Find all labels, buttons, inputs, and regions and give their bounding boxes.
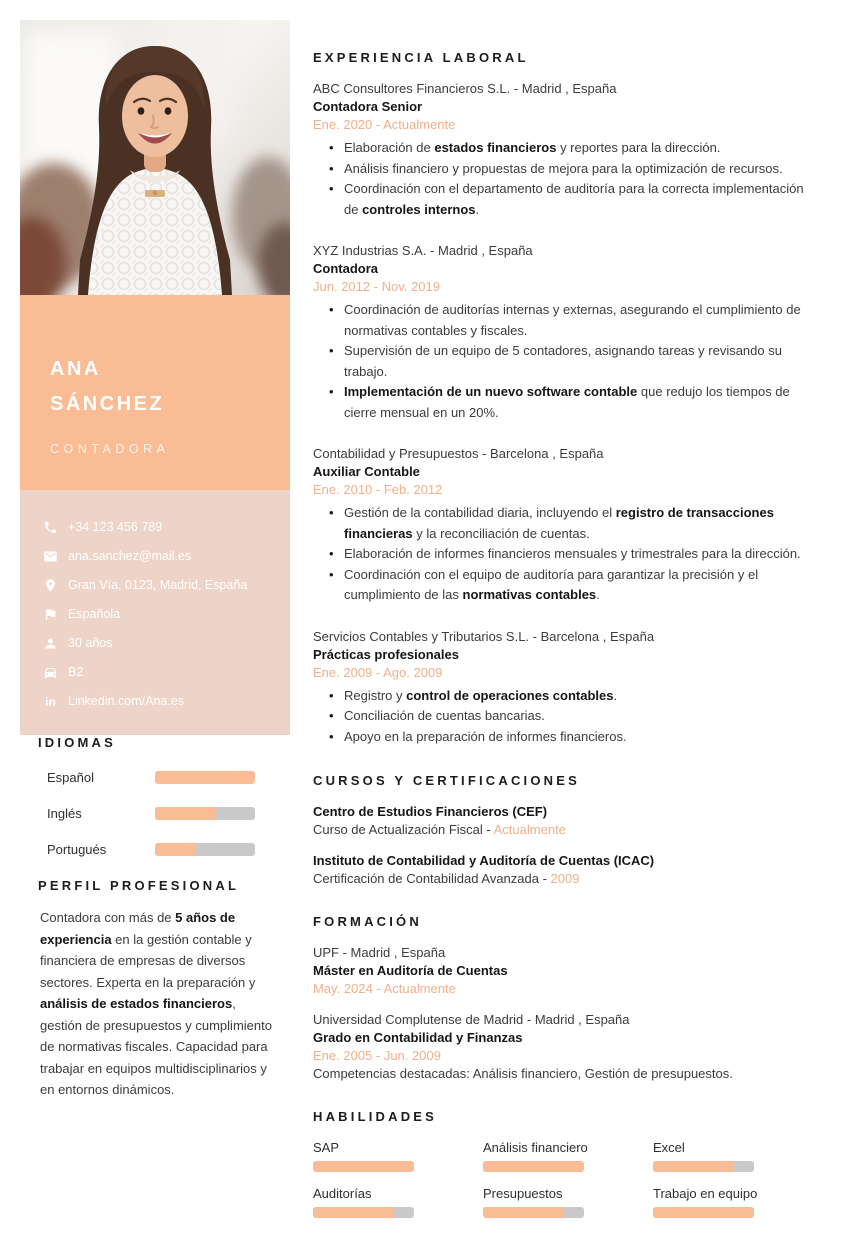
bold-text: controles internos xyxy=(362,201,476,217)
bullet-item xyxy=(313,544,821,565)
profile-heading: PERFIL PROFESIONAL xyxy=(38,878,240,893)
job-title: Prácticas profesionales xyxy=(313,646,459,662)
certification-org: Centro de Estudios Financieros (CEF) xyxy=(313,804,548,819)
courses-list xyxy=(313,803,821,888)
education-school: Universidad Complutense de Madrid - Madrid , España xyxy=(313,1012,630,1027)
skill-item xyxy=(483,1186,653,1218)
job-company: ABC Consultores Financieros S.L. - Madrid , España xyxy=(313,81,617,96)
certification-date: 2009 xyxy=(550,871,580,886)
text: que redujo los tiempos de cierre mensual en un 20%. xyxy=(344,384,790,420)
text: Análisis financiero y propuestas de mejora para la optimización de recursos. xyxy=(344,160,783,176)
education-dates: May. 2024 - Actualmente xyxy=(313,981,456,996)
skill-bar xyxy=(483,1207,584,1218)
bullet-item xyxy=(313,179,821,220)
experience-section xyxy=(313,50,821,747)
education-degree: Grado en Contabilidad y Finanzas xyxy=(313,1030,523,1045)
job-title: Contadora Senior xyxy=(313,99,423,114)
bullet-item xyxy=(313,300,821,341)
car-icon xyxy=(43,665,58,680)
skill-label: SAP xyxy=(313,1140,340,1155)
education-dates: Ene. 2005 - Jun. 2009 xyxy=(313,1048,441,1063)
bar-fill xyxy=(653,1207,754,1218)
job-company: XYZ Industrias S.A. - Madrid , España xyxy=(313,243,533,258)
bar-fill xyxy=(155,843,195,856)
text: Coordinación de auditorías internas y externas, asegurando el cumplimiento de normativas contables y fiscales. xyxy=(344,302,801,338)
skill-label: Auditorías xyxy=(313,1186,372,1201)
contact-row xyxy=(43,578,274,593)
certification-org: Instituto de Contabilidad y Auditoría de Cuentas (ICAC) xyxy=(313,853,655,868)
job-dates: Jun. 2012 - Nov. 2019 xyxy=(313,279,440,294)
profile-photo xyxy=(20,20,290,295)
job-dates: Ene. 2009 - Ago. 2009 xyxy=(313,664,443,680)
job-bullets xyxy=(313,503,821,606)
text: Apoyo en la preparación de informes financieros. xyxy=(344,728,627,744)
bullet-item xyxy=(313,382,821,423)
bar-fill xyxy=(155,771,255,784)
skill-bar xyxy=(483,1161,584,1172)
education-entry xyxy=(313,1011,821,1083)
text: Conciliación de cuentas bancarias. xyxy=(344,708,545,723)
skill-label: Excel xyxy=(653,1140,685,1155)
job-company: Servicios Contables y Tributarios S.L. - Barcelona , España xyxy=(313,628,655,644)
bullet-item xyxy=(313,706,821,727)
job-entry xyxy=(313,242,821,423)
skills-section xyxy=(313,1109,821,1218)
bold-text: control de operaciones contables xyxy=(406,687,614,703)
certification-entry xyxy=(313,803,821,839)
first-name: ANA xyxy=(50,358,101,380)
skill-item xyxy=(313,1186,483,1218)
job-entry xyxy=(313,628,821,748)
skills-grid xyxy=(313,1140,821,1218)
bold-text: registro de transacciones financieras xyxy=(344,505,774,541)
skill-bar xyxy=(653,1161,754,1172)
bar-fill xyxy=(155,807,215,820)
contact-row xyxy=(43,607,274,622)
contact-list xyxy=(20,490,290,735)
bold-text: análisis de estados financieros xyxy=(40,996,233,1011)
contact-text: 30 años xyxy=(68,636,113,650)
phone-icon xyxy=(43,520,58,535)
text: Contadora con más de xyxy=(40,910,176,925)
education-school: UPF - Madrid , España xyxy=(313,945,446,960)
bold-text: 5 años de experiencia xyxy=(40,910,236,947)
contact-text: B2 xyxy=(68,665,84,679)
skill-label: Presupuestos xyxy=(483,1186,563,1201)
certification-name xyxy=(313,821,821,839)
linkedin-icon: in xyxy=(45,694,56,709)
education-list xyxy=(313,944,821,1083)
job-title: Auxiliar Contable xyxy=(313,464,420,479)
skills-heading: HABILIDADES xyxy=(313,1109,438,1124)
sidebar-lower xyxy=(20,735,290,1101)
job-entry xyxy=(313,80,821,220)
last-name: SÁNCHEZ xyxy=(50,393,165,415)
courses-heading: CURSOS Y CERTIFICACIONES xyxy=(313,773,581,788)
education-degree: Máster en Auditoría de Cuentas xyxy=(313,963,508,978)
role-title: CONTADORA xyxy=(50,442,170,456)
bar-fill xyxy=(313,1161,414,1172)
bold-text: estados financieros xyxy=(434,140,557,155)
skill-label: Análisis financiero xyxy=(483,1140,588,1155)
skill-bar xyxy=(313,1161,414,1172)
sidebar xyxy=(20,20,290,1244)
flag-icon xyxy=(43,607,58,622)
job-dates: Ene. 2010 - Feb. 2012 xyxy=(313,482,443,497)
education-note: Competencias destacadas: Análisis financiero, Gestión de presupuestos. xyxy=(313,1066,733,1081)
bullet-item xyxy=(313,503,821,544)
text: Coordinación con el equipo de auditoría para garantizar la precisión y el cumplimiento de las xyxy=(344,566,759,602)
bar-fill xyxy=(653,1161,734,1172)
person-icon xyxy=(43,636,58,651)
language-row xyxy=(47,842,286,857)
bold-text: normativas contables xyxy=(462,587,597,602)
language-row xyxy=(47,806,286,821)
location-icon xyxy=(43,578,58,593)
skill-bar xyxy=(653,1207,754,1218)
certification-date: Actualmente xyxy=(493,822,566,837)
skill-bar xyxy=(313,1207,414,1218)
bullet-item xyxy=(313,138,821,159)
contact-row xyxy=(43,665,274,680)
bullet-item xyxy=(313,686,821,707)
language-label: Portugués xyxy=(47,842,107,857)
language-bar xyxy=(155,807,255,820)
job-entry xyxy=(313,445,821,606)
mail-icon xyxy=(43,549,58,564)
language-label: Inglés xyxy=(47,806,82,821)
certification-text: Curso de Actualización Fiscal - xyxy=(313,822,494,837)
name-block xyxy=(20,295,290,490)
job-bullets xyxy=(313,300,821,423)
text: Elaboración de xyxy=(344,140,435,155)
courses-section xyxy=(313,773,821,888)
certification-name xyxy=(313,870,821,888)
certification-entry xyxy=(313,852,821,888)
education-entry xyxy=(313,944,821,998)
contact-row xyxy=(43,520,274,535)
contact-text: Linkedin.com/Ana.es xyxy=(68,694,185,708)
bullet-item xyxy=(313,727,821,748)
main-column xyxy=(313,20,821,1244)
text: Gestión de la contabilidad diaria, incluyendo el xyxy=(344,505,616,520)
certification-text: Certificación de Contabilidad Avanzada - xyxy=(313,871,551,886)
education-heading: FORMACIÓN xyxy=(313,914,422,929)
profile-photo-illustration xyxy=(20,20,290,295)
bar-fill xyxy=(483,1207,564,1218)
contact-text: Española xyxy=(68,607,121,621)
languages-heading: IDIOMAS xyxy=(38,735,117,750)
job-bullets xyxy=(313,138,821,220)
bullet-item xyxy=(313,159,821,180)
skill-item xyxy=(653,1186,821,1218)
education-section xyxy=(313,914,821,1083)
job-company: Contabilidad y Presupuestos - Barcelona , España xyxy=(313,446,604,461)
contact-text: +34 123 456 789 xyxy=(68,520,163,534)
jobs-list xyxy=(313,80,821,747)
bar-fill xyxy=(313,1207,394,1218)
text: y la reconciliación de cuentas. xyxy=(412,525,590,541)
text: . xyxy=(613,687,618,703)
text: , gestión de presupuestos y cumplimiento de normativas fiscales. Capacidad para trabajar en equipos multidisciplinarios y en entornos dinámicos. xyxy=(40,996,272,1097)
profile-text xyxy=(40,907,274,1101)
text: . xyxy=(596,587,600,602)
text: y reportes para la dirección. xyxy=(556,140,721,155)
skill-item xyxy=(313,1140,483,1172)
bullet-item xyxy=(313,341,821,382)
job-title: Contadora xyxy=(313,261,378,276)
bullet-item xyxy=(313,565,821,606)
text: . xyxy=(475,201,480,217)
skill-item xyxy=(653,1140,821,1172)
contact-row xyxy=(43,694,274,709)
experience-heading: EXPERIENCIA LABORAL xyxy=(313,50,529,65)
job-dates: Ene. 2020 - Actualmente xyxy=(313,117,456,132)
text: en la gestión contable y financiera de empresas de diversos sectores. Experta en la preparación y xyxy=(40,931,256,990)
skill-item xyxy=(483,1140,653,1172)
language-bar xyxy=(155,843,255,856)
contact-text: Gran Vía, 0123, Madrid, España xyxy=(68,578,248,592)
contact-row xyxy=(43,636,274,651)
language-row xyxy=(47,770,286,785)
text: Elaboración de informes financieros mensuales y trimestrales para la dirección. xyxy=(344,546,801,561)
bold-text: Implementación de un nuevo software contable xyxy=(344,384,638,399)
languages-list xyxy=(38,770,286,857)
text: Registro y xyxy=(344,687,407,703)
language-bar xyxy=(155,771,255,784)
language-label: Español xyxy=(47,770,94,785)
contact-text: ana.sanchez@mail.es xyxy=(68,549,192,563)
skill-label: Trabajo en equipo xyxy=(653,1186,758,1201)
job-bullets xyxy=(313,686,821,748)
bar-fill xyxy=(483,1161,584,1172)
text: Coordinación con el departamento de auditoría para la correcta implementación de xyxy=(344,181,804,217)
text: Supervisión de un equipo de 5 contadores, asignando tareas y revisando su trabajo. xyxy=(344,343,782,379)
contact-row xyxy=(43,549,274,564)
